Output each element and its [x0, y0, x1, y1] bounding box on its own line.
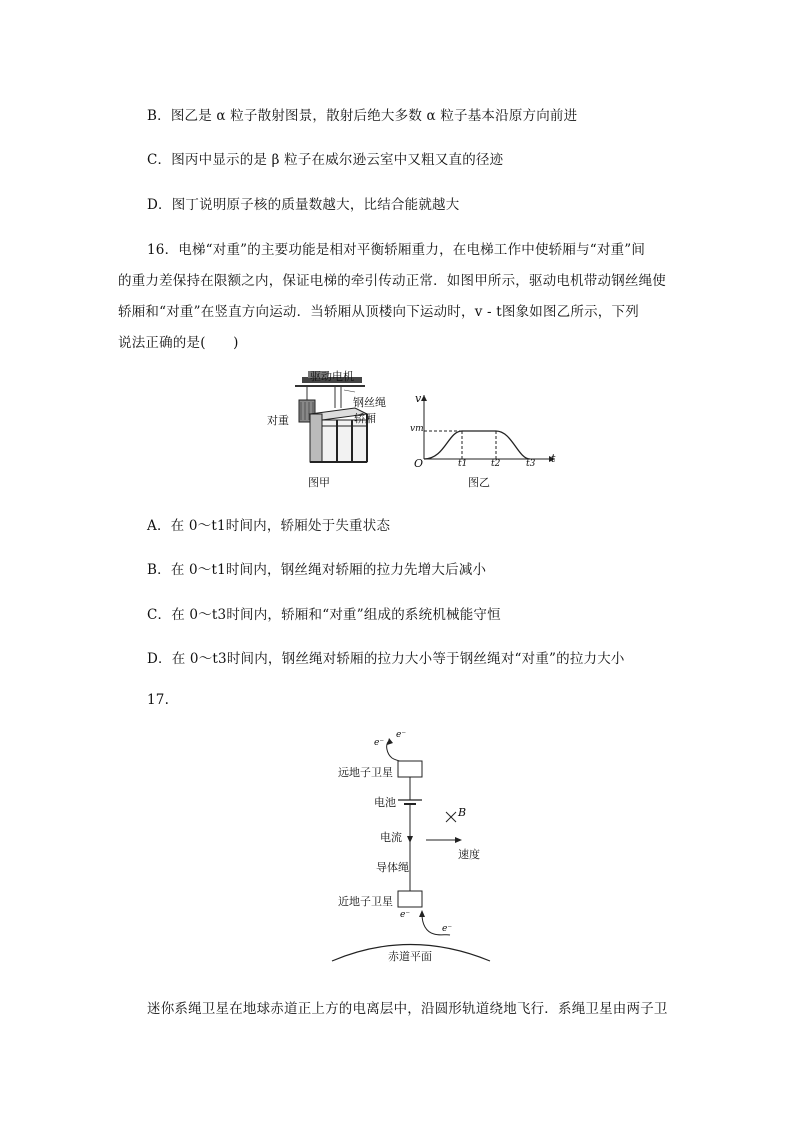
cab-label: 轿厢 — [354, 412, 376, 425]
tether-satellite-figure — [330, 728, 500, 963]
origin-label: O — [414, 457, 424, 470]
electron-label-bottom-right: e⁻ — [442, 924, 453, 934]
far-satellite-label: 远地子卫星 — [338, 766, 393, 779]
q17-number: 17. — [147, 692, 170, 708]
figure-yi-caption: 图乙 — [468, 476, 490, 489]
counterweight-label: 对重 — [267, 414, 289, 427]
equator-label: 赤道平面 — [388, 950, 432, 963]
t1-label: t1 — [458, 459, 468, 469]
tether-label: 导体绳 — [376, 861, 409, 874]
q16-line-2: 的重力差保持在限额之内，保证电梯的牵引传动正常．如图甲所示，驱动电机带动钢丝绳使 — [118, 273, 666, 289]
electron-label-top-right: e⁻ — [396, 730, 407, 740]
option-d-prev: D．图丁说明原子核的质量数越大，比结合能就越大 — [147, 197, 460, 213]
motor-label: 驱动电机 — [310, 370, 354, 383]
velocity-label: 速度 — [458, 848, 480, 861]
q16-option-d: D．在 0～t3时间内，钢丝绳对轿厢的拉力大小等于钢丝绳对“对重”的拉力大小 — [147, 651, 625, 667]
q16-option-a: A．在 0～t1时间内，轿厢处于失重状态 — [147, 518, 391, 534]
q16-line-1: 16．电梯“对重”的主要功能是相对平衡轿厢重力，在电梯工作中使轿厢与“对重”间 — [147, 242, 646, 258]
electron-label-top-left: e⁻ — [374, 738, 385, 748]
rope-label: 钢丝绳 — [353, 396, 386, 409]
v-axis-label: v — [415, 392, 422, 405]
q16-line-4: 说法正确的是( ) — [118, 335, 239, 351]
q17-text: 迷你系绳卫星在地球赤道正上方的电离层中，沿圆形轨道绕地飞行．系绳卫星由两子卫 — [147, 1001, 668, 1017]
t3-label: t3 — [526, 459, 536, 469]
t-axis-label: t — [551, 452, 556, 465]
option-b-prev: B．图乙是 α 粒子散射图景，散射后绝大多数 α 粒子基本沿原方向前进 — [147, 108, 578, 124]
t2-label: t2 — [491, 459, 501, 469]
figure-yi — [410, 392, 560, 492]
figure-jia — [265, 366, 395, 491]
vm-label: vm — [410, 424, 424, 434]
electron-label-bottom-left: e⁻ — [400, 910, 411, 920]
q16-line-3: 轿厢和“对重”在竖直方向运动．当轿厢从顶楼向下运动时，v - t图象如图乙所示，下列 — [118, 304, 639, 320]
figure-jia-caption: 图甲 — [308, 476, 330, 489]
current-label: 电流 — [380, 831, 402, 844]
near-satellite-label: 近地子卫星 — [338, 895, 393, 908]
battery-label: 电池 — [374, 796, 396, 809]
q16-option-b: B．在 0～t1时间内，钢丝绳对轿厢的拉力先增大后减小 — [147, 562, 487, 578]
q16-option-c: C．在 0～t3时间内，轿厢和“对重”组成的系统机械能守恒 — [147, 607, 501, 623]
option-c-prev: C．图丙中显示的是 β 粒子在威尔逊云室中又粗又直的径迹 — [147, 152, 504, 168]
elevator-drawing — [265, 366, 395, 491]
magnetic-field-label: B — [458, 806, 467, 819]
vt-graph — [410, 392, 560, 467]
